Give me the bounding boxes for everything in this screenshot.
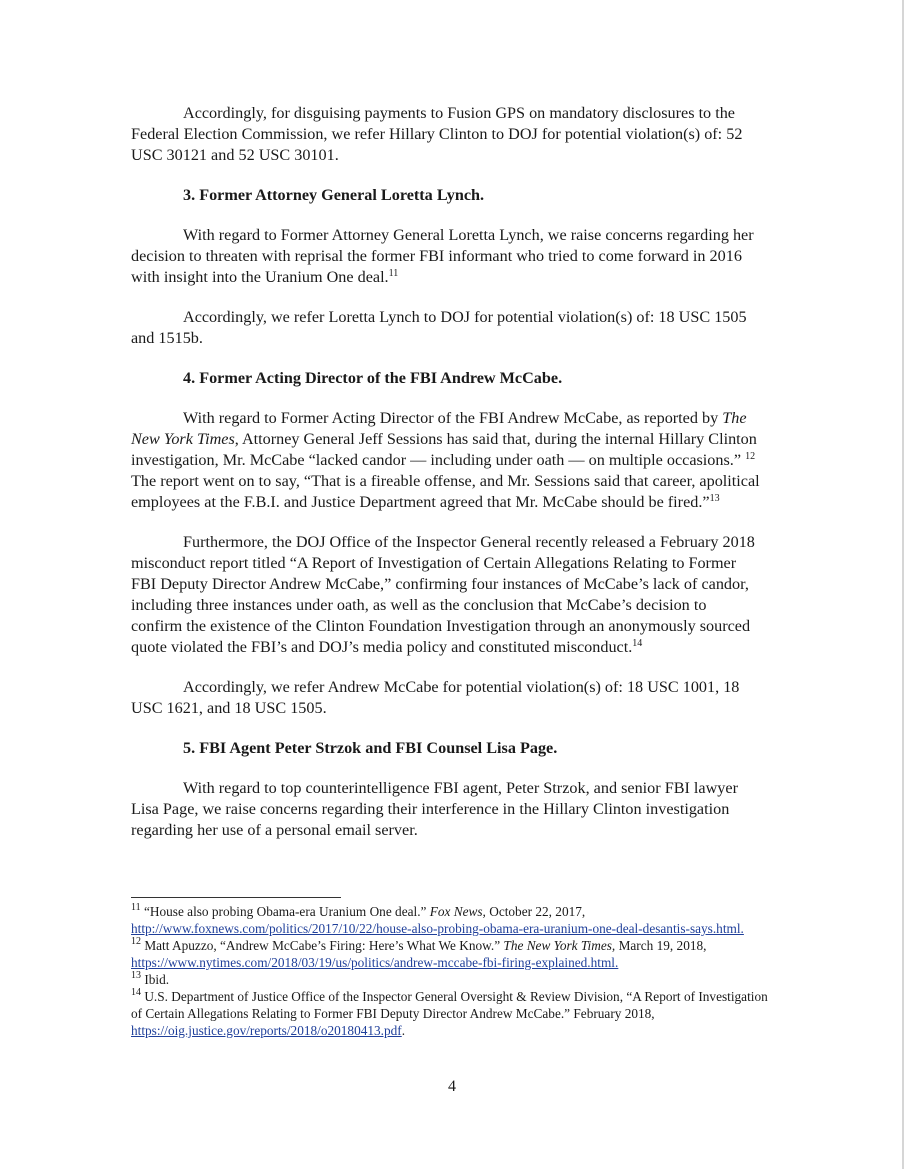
page-number: 4 <box>448 1078 456 1095</box>
footnote-ref-13[interactable]: 13 <box>709 493 720 504</box>
paragraph-strzok-page: With regard to top counterintelligence FBI agent, Peter Strzok, and senior FBI lawyer Lisa Page, we raise concerns regarding their interference in the Hillary Clinton investigation regarding her use of a personal email server. <box>131 779 738 839</box>
footnote-13: $^{13}$ Ibid. <box>131 970 170 987</box>
publication-name: The New York Times <box>131 409 747 448</box>
footnotes <box>131 903 771 1039</box>
footnote-14: $^{14}$ U.S. Department of Justice Office of the Inspector General Oversight & Review Division, “A Report of Investigation of Certain Allegations Relating to Former FBI Deputy Director Andrew McCabe.” February 2018, https://oig.justice.gov/reports/2018/o20180413.pdf. <box>131 987 768 1038</box>
footnote-14-link[interactable]: https://oig.justice.gov/reports/2018/o20180413.pdf <box>131 1023 402 1038</box>
heading-loretta-lynch: 3. Former Attorney General Loretta Lynch. <box>183 186 485 204</box>
footnote-12: $^{12}$ Matt Apuzzo, “Andrew McCabe’s Firing: Here’s What We Know.” The New York Times, March 19, 2018, https://www.nytimes.com/2018/03/19/us/politics/andrew-mccabe-fbi-firing-explained.html. <box>131 936 707 970</box>
paragraph-lynch-referral: Accordingly, we refer Loretta Lynch to DOJ for potential violation(s) of: 18 USC 1505 and 1515b. <box>131 308 747 347</box>
paragraph-lynch-concerns: With regard to Former Attorney General Loretta Lynch, we raise concerns regarding her decision to threaten with reprisal the former FBI informant who tried to come forward in 2016 with insight into the Uranium One deal.$^{11}$ <box>131 226 754 286</box>
footnote-11: $^{11}$ “House also probing Obama-era Uranium One deal.” Fox News, October 22, 2017, http://www.foxnews.com/politics/2017/10/22/house-also-probing-obama-era-uranium-one-deal-desantis-says.html. <box>131 902 744 936</box>
heading-andrew-mccabe: 4. Former Acting Director of the FBI Andrew McCabe. <box>183 369 563 387</box>
heading-strzok-page: 5. FBI Agent Peter Strzok and FBI Counsel Lisa Page. <box>183 739 558 757</box>
footnote-12-link[interactable]: https://www.nytimes.com/2018/03/19/us/politics/andrew-mccabe-fbi-firing-explained.html. <box>131 955 619 970</box>
footnote-ref-11[interactable]: 11 <box>388 268 399 279</box>
footnote-ref-14[interactable]: 14 <box>632 638 643 649</box>
footnote-separator <box>131 897 341 898</box>
paragraph-oig-report: Furthermore, the DOJ Office of the Inspector General recently released a February 2018 misconduct report titled “A Report of Investigation of Certain Allegations Relating to Former FBI Deputy Director Andrew McCabe,” confirming four instances of McCabe’s lack of candor, including three instances under oath, as well as the conclusion that McCabe’s decision to confirm the existence of the Clinton Foundation Investigation through an anonymously sourced quote violated the FBI’s and DOJ’s media policy and constituted misconduct.$^{14}$ <box>131 533 755 656</box>
footnote-11-link[interactable]: http://www.foxnews.com/politics/2017/10/22/house-also-probing-obama-era-uranium-one-deal-desantis-says.html. <box>131 921 744 936</box>
paragraph-mccabe-candor: With regard to Former Acting Director of the FBI Andrew McCabe, as reported by The New York Times, Attorney General Jeff Sessions has said that, during the internal Hillary Clinton investigation, Mr. McCabe “lacked candor — including under oath — on multiple occasions.” $^{12}$ The report went on to say, “That is a fireable offense, and Mr. Sessions said that career, apolitical employees at the F.B.I. and Justice Department agreed that Mr. McCabe should be fired.”$^{13}$ <box>131 409 760 511</box>
footnote-ref-12[interactable]: 12 <box>745 451 756 462</box>
paragraph-clinton-referral: Accordingly, for disguising payments to Fusion GPS on mandatory disclosures to the Federal Election Commission, we refer Hillary Clinton to DOJ for potential violation(s) of: 52 USC 30121 and 52 USC 30101. <box>131 104 743 164</box>
document-body <box>131 103 761 841</box>
paragraph-mccabe-referral: Accordingly, we refer Andrew McCabe for potential violation(s) of: 18 USC 1001, 18 USC 1621, and 18 USC 1505. <box>131 678 740 717</box>
